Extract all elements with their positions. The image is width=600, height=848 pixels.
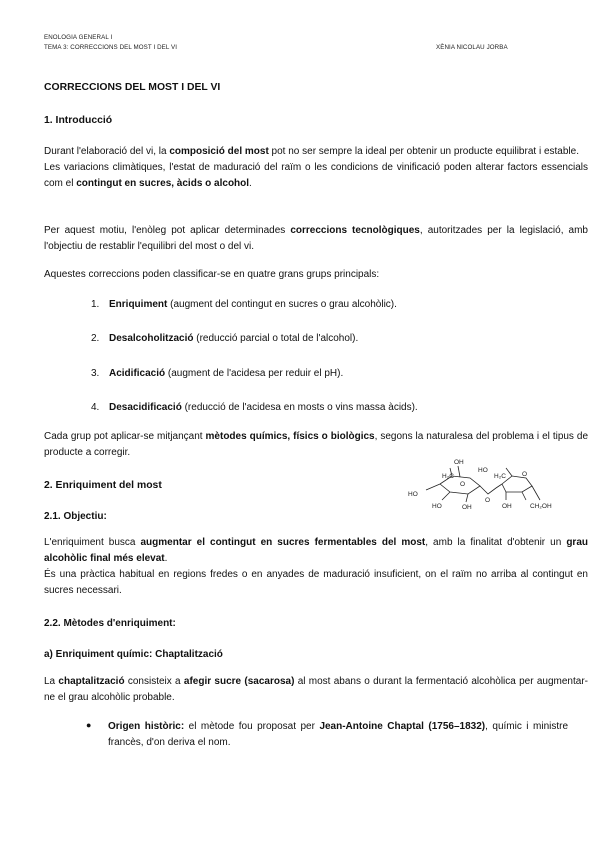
header-author: XÈNIA NICOLAU JORBA bbox=[436, 44, 508, 51]
molecule-label: H₂C bbox=[442, 473, 454, 480]
bullet-icon: ● bbox=[86, 720, 92, 730]
subsection-heading-chaptalitzacio: a) Enriquiment químic: Chaptalització bbox=[44, 649, 223, 660]
section-heading-enriquiment: 2. Enriquiment del most bbox=[44, 480, 162, 491]
list-item: 2. Desalcoholització (reducció parcial o total de l'alcohol). bbox=[91, 333, 359, 344]
molecule-label: OH bbox=[454, 459, 464, 466]
glycosidic-bond bbox=[480, 484, 502, 494]
list-item: 1. Enriquiment (augment del contingut en sucres o grau alcohòlic). bbox=[91, 299, 397, 310]
paragraph-metodes: Cada grup pot aplicar-se mitjançant mètodes químics, físics o biològics, segons la naturalesa del problema i el tipus de producte a corregir. bbox=[44, 431, 589, 458]
bullet-item-origen bbox=[86, 719, 586, 751]
list-item: 4. Desacidificació (reducció de l'acidesa en mosts o vins massa àcids). bbox=[91, 402, 418, 413]
header-topic: TEMA 3: CORRECCIONS DEL MOST I DEL VI bbox=[44, 44, 178, 51]
molecule-label: HO bbox=[432, 503, 442, 510]
molecule-label: OH bbox=[462, 504, 472, 511]
paragraph-intro: Durant l'elaboració del vi, la composició del most pot no ser sempre la ideal per obtenir un producte equilibrat i estable. Les variacions climàtiques, l'estat de maduració del raïm o les condicions de vinificació poden alterar factors essencials com el contingut en sucres, àcids o alcohol. bbox=[44, 146, 588, 189]
fructose-ring bbox=[502, 476, 532, 492]
section-heading-introduccio: 1. Introducció bbox=[44, 115, 113, 126]
paragraph-classificacio: Aquestes correccions poden classificar-se en quatre grans grups principals: bbox=[44, 269, 380, 280]
molecule-label: HO bbox=[478, 467, 488, 474]
molecule-label: O bbox=[460, 481, 466, 488]
bullet-text: Origen històric: el mètode fou proposat per Jean-Antoine Chaptal (1756–1832), químic i ministre francès, d'on deriva el nom. bbox=[108, 721, 569, 748]
paragraph-motiu: Per aquest motiu, l'enòleg pot aplicar determinades correccions tecnològiques, autoritzades per la legislació, amb l'objectiu de restablir l'equilibri del most o del vi. bbox=[44, 225, 588, 252]
molecule-label: HO bbox=[408, 491, 418, 498]
molecule-label: OH bbox=[502, 503, 512, 510]
molecule-label: H₂C bbox=[494, 473, 506, 480]
molecule-label: CH₂OH bbox=[530, 503, 552, 510]
paragraph-chaptalitzacio: La chaptalització consisteix a afegir sucre (sacarosa) al most abans o durant la fermentació alcohòlica per augmentar-ne el grau alcohòlic probable. bbox=[44, 676, 588, 703]
list-item: 3. Acidificació (augment de l'acidesa per reduir el pH). bbox=[91, 368, 344, 379]
sucrose-molecule-diagram bbox=[402, 456, 568, 514]
header-subject: ENOLOGIA GENERAL I bbox=[44, 34, 113, 41]
subsection-heading-objectiu: 2.1. Objectiu: bbox=[44, 511, 107, 522]
molecule-label: O bbox=[485, 497, 491, 504]
paragraph-objectiu: L'enriquiment busca augmentar el contingut en sucres fermentables del most, amb la finalitat d'obtenir un grau alcohòlic final més elevat. És una pràctica habitual en regions fredes o en anyades de maduració insuficient, on el raïm no arriba al contingut en sucres necessari. bbox=[44, 537, 588, 596]
molecule-label: O bbox=[522, 471, 528, 478]
subsection-heading-metodes: 2.2. Mètodes d'enriquiment: bbox=[44, 618, 176, 629]
page-title: CORRECCIONS DEL MOST I DEL VI bbox=[44, 82, 221, 93]
